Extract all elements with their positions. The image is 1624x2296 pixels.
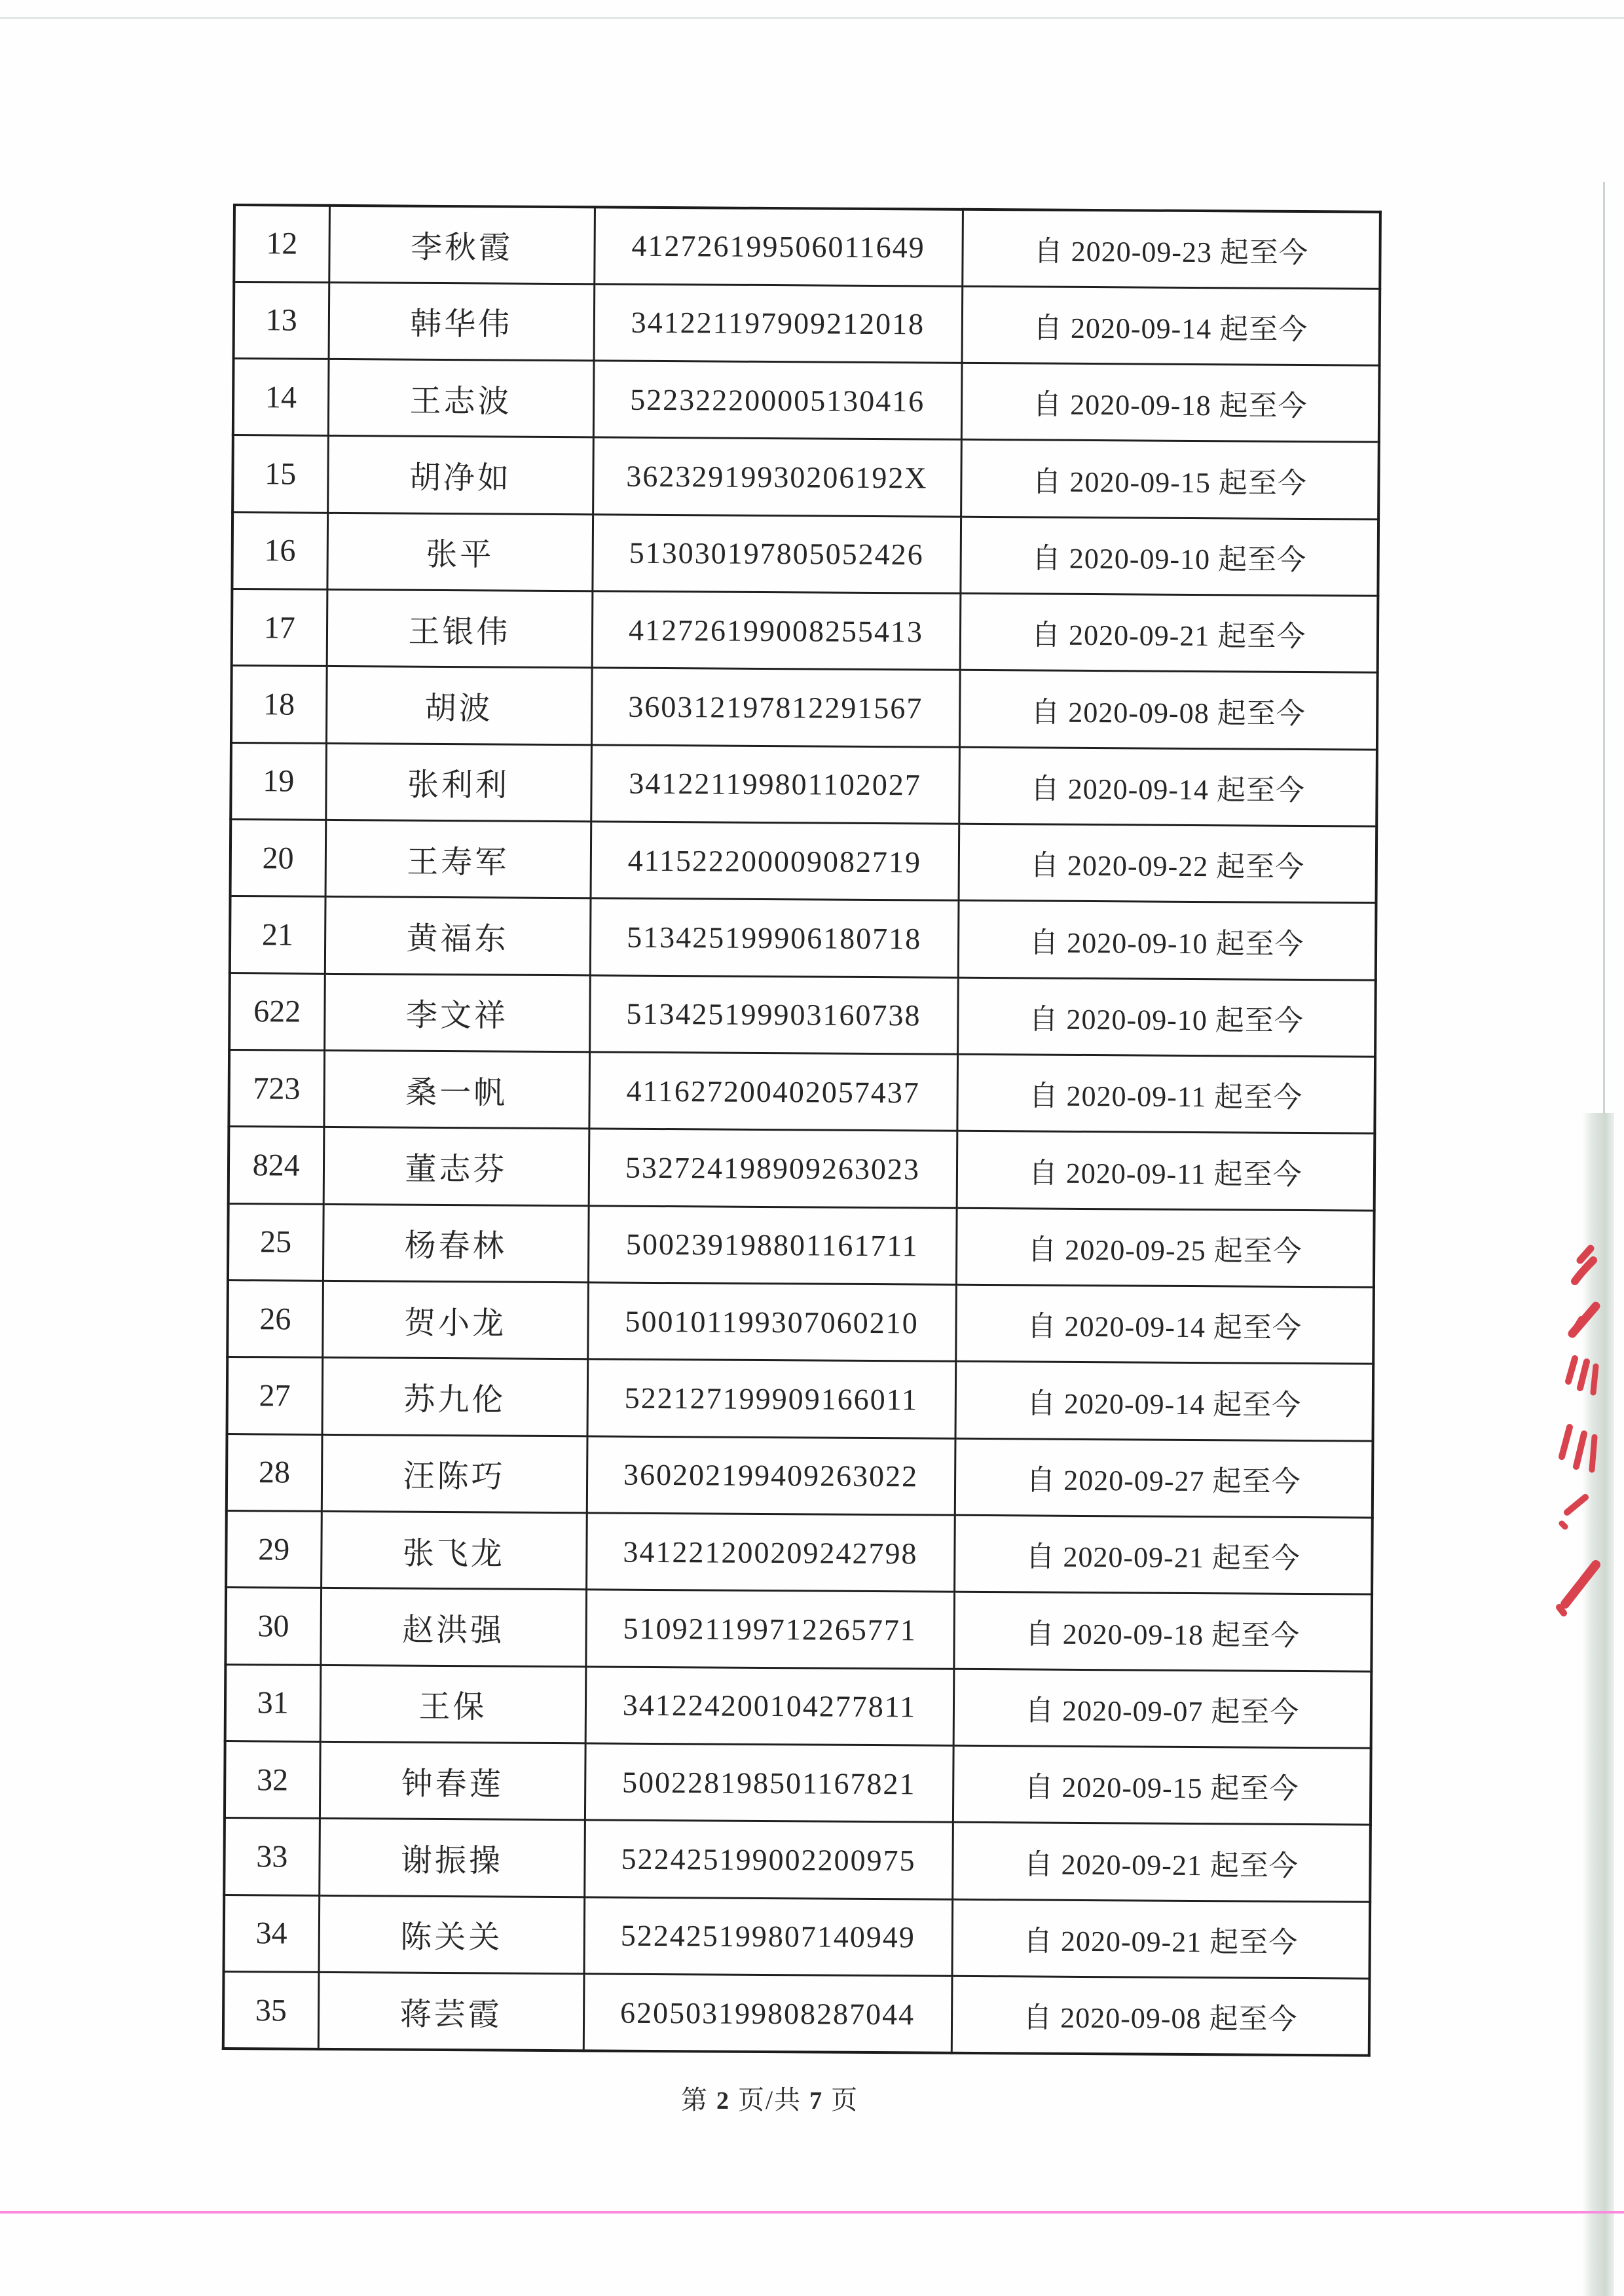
cell-period: 自 2020-09-15 起至今: [953, 1745, 1371, 1825]
cell-period: 自 2020-09-10 起至今: [957, 977, 1376, 1057]
cell-name: 钟春莲: [320, 1741, 585, 1820]
cell-period: 自 2020-09-21 起至今: [960, 593, 1378, 672]
table-row: [229, 973, 1376, 1057]
cell-name: 李秋霞: [329, 206, 595, 284]
cell-period: 自 2020-09-18 起至今: [953, 1592, 1372, 1671]
cell-name: 胡净如: [327, 436, 593, 515]
red-handwriting-marks: [1536, 1241, 1621, 1617]
cell-name: 谢振操: [319, 1819, 585, 1897]
cell-period: 自 2020-09-14 起至今: [959, 747, 1377, 826]
paper-top-edge: [0, 17, 1624, 19]
cell-period: 自 2020-09-21 起至今: [954, 1515, 1373, 1594]
cell-row-number: 25: [228, 1203, 323, 1281]
cell-period: 自 2020-09-21 起至今: [952, 1823, 1371, 1902]
table-row: [232, 589, 1378, 673]
cell-row-number: 35: [223, 1972, 319, 2049]
table-row: [234, 205, 1380, 289]
roster-table: [222, 204, 1382, 2057]
cell-id-number: 510921199712265771: [585, 1590, 954, 1669]
cell-id-number: 36232919930206192X: [593, 437, 961, 517]
cell-name: 韩华伟: [329, 282, 595, 361]
cell-id-number: 620503199808287044: [583, 1974, 952, 2053]
table-row: [230, 896, 1376, 980]
cell-id-number: 341221200209242798: [586, 1513, 955, 1592]
cell-row-number: 15: [232, 435, 328, 513]
cell-name: 黄福东: [325, 897, 591, 975]
cell-row-number: 14: [233, 359, 329, 436]
cell-name: 李文祥: [324, 974, 590, 1052]
cell-name: 蒋芸霞: [318, 1972, 584, 2050]
cell-period: 自 2020-09-10 起至今: [960, 517, 1378, 596]
cell-period: 自 2020-09-10 起至今: [958, 901, 1376, 980]
cell-period: 自 2020-09-23 起至今: [962, 210, 1380, 289]
cell-id-number: 522425199002200975: [584, 1820, 953, 1899]
table-row: [232, 435, 1379, 519]
paper-right-edge-line: [1603, 182, 1605, 1164]
pink-scan-line: [0, 2211, 1624, 2214]
cell-id-number: 341221197909212018: [594, 284, 963, 363]
cell-row-number: 21: [230, 896, 325, 974]
table-row: [227, 1281, 1374, 1364]
table-row: [231, 666, 1378, 750]
cell-period: 自 2020-09-18 起至今: [961, 363, 1380, 442]
cell-name: 董志芬: [323, 1127, 589, 1206]
cell-row-number: 16: [232, 512, 327, 589]
cell-row-number: 20: [231, 820, 326, 897]
cell-period: 自 2020-09-21 起至今: [951, 1899, 1370, 1978]
cell-row-number: 27: [227, 1357, 323, 1434]
cell-id-number: 513425199903160738: [589, 975, 958, 1055]
cell-period: 自 2020-09-11 起至今: [957, 1054, 1375, 1133]
table-row: [229, 1127, 1375, 1211]
footer-page-number: 2: [716, 2087, 730, 2115]
cell-name: 王寿军: [325, 820, 591, 899]
cell-id-number: 522127199909166011: [587, 1359, 956, 1438]
cell-name: 王志波: [328, 359, 594, 438]
cell-id-number: 500228198501167821: [585, 1743, 953, 1823]
cell-row-number: 19: [231, 742, 326, 820]
page-footer: [681, 2079, 859, 2115]
cell-id-number: 341224200104277811: [585, 1667, 954, 1746]
cell-row-number: 31: [225, 1664, 321, 1741]
cell-id-number: 341221199801102027: [591, 745, 959, 824]
table-wrapper: [222, 204, 1382, 2057]
cell-name: 张平: [327, 513, 593, 591]
table-row: [227, 1357, 1374, 1441]
table-row: [225, 1664, 1372, 1748]
cell-period: 自 2020-09-07 起至今: [953, 1669, 1372, 1748]
cell-id-number: 522322200005130416: [593, 361, 962, 440]
cell-name: 苏九伦: [322, 1358, 588, 1436]
cell-name: 赵洪强: [320, 1588, 586, 1667]
cell-id-number: 360202199409263022: [587, 1436, 955, 1516]
cell-row-number: 723: [229, 1050, 324, 1127]
cell-id-number: 532724198909263023: [589, 1129, 957, 1208]
cell-name: 张飞龙: [321, 1511, 587, 1590]
cell-name: 胡波: [326, 666, 592, 745]
cell-period: 自 2020-09-22 起至今: [959, 824, 1377, 903]
cell-id-number: 360312197812291567: [591, 668, 960, 747]
cell-row-number: 30: [225, 1588, 321, 1665]
cell-period: 自 2020-09-11 起至今: [957, 1131, 1375, 1211]
cell-row-number: 17: [232, 589, 327, 666]
cell-name: 张利利: [325, 743, 591, 822]
cell-id-number: 412726199008255413: [592, 591, 961, 670]
cell-name: 汪陈巧: [322, 1434, 587, 1513]
cell-row-number: 13: [234, 282, 329, 359]
cell-name: 桑一帆: [323, 1050, 589, 1129]
cell-row-number: 28: [227, 1434, 322, 1511]
table-row: [225, 1741, 1371, 1825]
footer-prefix: 第: [681, 2085, 709, 2115]
cell-period: 自 2020-09-27 起至今: [955, 1438, 1373, 1518]
table-row: [232, 512, 1378, 596]
cell-name: 王保: [320, 1665, 586, 1743]
cell-name: 杨春林: [323, 1204, 589, 1283]
cell-period: 自 2020-09-25 起至今: [956, 1208, 1375, 1287]
table-row: [228, 1203, 1375, 1287]
cell-id-number: 513030197805052426: [592, 515, 961, 594]
table-row: [231, 742, 1377, 826]
cell-id-number: 522425199807140949: [583, 1897, 952, 1977]
cell-name: 贺小龙: [322, 1281, 588, 1359]
cell-id-number: 411627200402057437: [589, 1052, 957, 1131]
cell-period: 自 2020-09-14 起至今: [962, 286, 1380, 365]
table-row: [224, 1818, 1371, 1902]
cell-id-number: 500239198801161711: [588, 1206, 957, 1285]
table-row: [225, 1588, 1372, 1671]
table-row: [231, 820, 1377, 903]
cell-row-number: 32: [225, 1741, 320, 1819]
table-row: [229, 1050, 1375, 1134]
cell-row-number: 34: [224, 1895, 320, 1972]
cell-row-number: 12: [234, 205, 329, 282]
cell-row-number: 824: [229, 1127, 324, 1204]
cell-name: 王银伟: [327, 590, 593, 668]
table-row: [234, 282, 1380, 365]
cell-row-number: 26: [227, 1281, 323, 1358]
cell-period: 自 2020-09-14 起至今: [955, 1285, 1374, 1364]
cell-name: 陈关关: [319, 1895, 585, 1974]
cell-period: 自 2020-09-14 起至今: [955, 1362, 1373, 1441]
table-row: [224, 1895, 1371, 1978]
cell-row-number: 33: [224, 1818, 320, 1895]
table-row: [233, 359, 1380, 443]
cell-row-number: 622: [229, 973, 325, 1050]
footer-suffix: 页: [831, 2085, 859, 2115]
table-row: [226, 1511, 1373, 1595]
cell-id-number: 500101199307060210: [587, 1283, 956, 1362]
roster-table-body: [223, 205, 1380, 2056]
cell-period: 自 2020-09-08 起至今: [951, 1976, 1370, 2055]
cell-id-number: 412726199506011649: [594, 207, 963, 286]
cell-row-number: 29: [226, 1511, 322, 1588]
cell-period: 自 2020-09-15 起至今: [961, 440, 1379, 519]
cell-id-number: 513425199906180718: [590, 898, 959, 977]
cell-period: 自 2020-09-08 起至今: [959, 670, 1378, 750]
cell-id-number: 411522200009082719: [591, 822, 959, 901]
table-row: [223, 1972, 1370, 2056]
footer-total-pages: 7: [809, 2087, 824, 2115]
cell-row-number: 18: [231, 666, 327, 743]
footer-separator: 页/共: [738, 2085, 802, 2115]
table-row: [227, 1434, 1373, 1518]
